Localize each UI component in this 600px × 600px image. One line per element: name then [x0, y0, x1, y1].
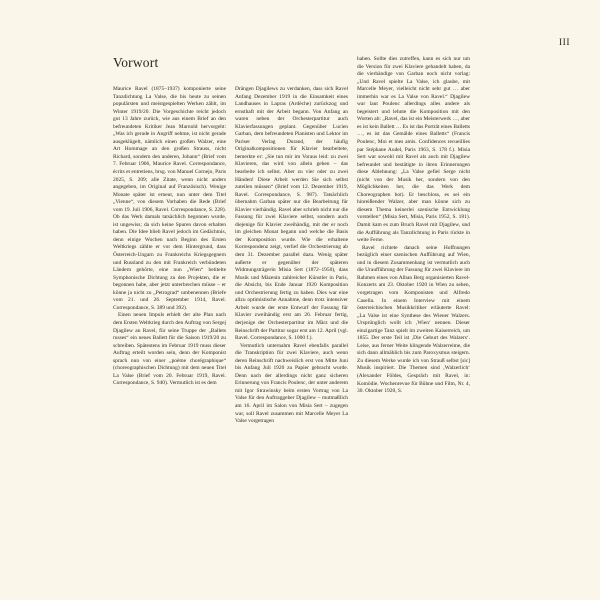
- paragraph: Vermutlich unternahm Ravel ebenfalls parallel die Transkription für zwei Klaviere, auch wenn deren Reinschrift nachweislich erst von Mitte Juni bis Anfang Juli 1920 zu Papier gebracht wurde. Denn nach der allerdings nicht ganz sicheren Erinnerung von Francis Poulenc, der unter anderem mit Igor Strawinsky beim ersten Vortrag von La Valse für den Auftraggeber Djagilew – mutmaßlich am 16. April im Salon von Misia Sert – zugegen war, soll Ravel zusammen mit Marcelle Meyer La Valse vorgetragen: [235, 342, 348, 425]
- paragraph: Maurice Ravel (1875–1937) komponierte seine Tanzdichtung La Valse, die bis heute zu seinen populärsten und meistgespielten Werken zählt, im Winter 1919/20. Die Vorgeschichte reicht jedoch gut 13 Jahre zurück, wie aus einem Brief an den befreundeten Kritiker Jean Marnold hervorgeht: „Was ich gerade in Angriff nehme, ist nicht gerade ausgeklügelt, nämlich einen großen Walzer, eine Art Hommage an den großen Strauss, nicht Richard, sondern den anderen, Johann“ (Brief vom 7. Februar 1906, Maurice Ravel. Correspondance, écrits et entretiens, hrsg. von Manuel Cornejo, Paris 2025, S. 209; alle Zitate, wenn nicht anders angegeben, im Original auf Französisch). Wenige Monate später ist erneut, nun unter dem Titel „Vienne“, von diesem Vorhaben die Rede (Brief vom 19. Juli 1906, Ravel. Correspondance, S. 228). Ob das Werk damals tatsächlich begonnen wurde, ist ungewiss; da sich keine Spuren davon erhalten haben. Die Idee blieb Ravel jedoch im Gedächtnis, denn einige Wochen nach Beginn des Ersten Weltkriegs zählte er vor dem Hintergrund, dass Österreich-Ungarn zu Frankreichs Kriegsgegnern und Russland zu den mit Frankreich verbündeten Ländern gehörte, eine nun „Wien“ betitelte Symphonische Dichtung zu den Projekten, die er begonnen habe, aber jetzt unterbrechen müsse – er könne ja nicht zu „Petrograd“ umbenennen (Briefe vom 21. und 26. September 1914, Ravel. Correspondance, S. 389 und 392).: [113, 86, 226, 311]
- text-column-2: [235, 86, 348, 426]
- text-column-1: [113, 86, 226, 388]
- paragraph: Drängen Djagilews zu verdanken, dass sich Ravel Anfang Dezember 1919 in die Einsamkeit eines Landhauses in Lapras (Ardèche) zurückzog und ernsthaft mit der Arbeit begann. Von Anfang an waren neben der Orchesterpartitur auch Klavierfassungen geplant. Gegenüber Lucien Garban, dem befreundeten Pianisten und Lektor im Pariser Verlag Durand, der häufig Originalkompositionen für Klavier bearbeitete, bemerkte er: „Sie tun mir im Voraus leid: zu zwei Klavieren, das wird von allein gehen – das bearbeite ich selbst. Aber zu vier oder zu zwei Händen! Diese Arbeit werden Sie sich selbst zuteilen müssen“ (Brief vom 12. Dezember 1919, Ravel. Correspondance, S. 987). Tatsächlich übernahm Garban später nur die Bearbeitung für Klavier vierhändig. Ravel aber schrieb nicht nur die Fassung für zwei Klaviere selbst, sondern auch diejenige für Klavier zweihändig, mit der er noch im gleichen Monat begann und welche die Basis der Komposition wurde. Wie die erhaltene Korrespondenz zeigt, verlief die Orchestrierung ab dem 31. Dezember parallel dazu. Wenig später außerte er gegenüber der späteren Widmungsträgerin Misia Sert (1872–1950), dass Musik und Mäzenin zahlreicher Künstler in Paris, die Absicht, bis Ende Januar 1920 Komposition und Orchestrierung fertig zu haben. Dies war eine allzu optimistische Annahme, denn trotz intensiver Arbeit wurde der erste Entwurf der Fassung für Klavier zweihändig erst am 26. Februar fertig, derjenige der Orchesterpartitur im März und die Reinschrift der Partitur sogar erst am 12. April (vgl. Ravel. Correspondance, S. 1000 f.).: [235, 86, 348, 342]
- page-heading: Vorwort: [113, 55, 159, 70]
- paragraph: Einen neuen Impuls erhielt der alte Plan nach dem Ersten Weltkrieg durch den Auftrag von Sergej Djagilew an Ravel, für seine Truppe der „Ballets russes“ ein neues Ballett für die Saison 1919/20 zu schreiben. Spätestens im Februar 1919 muss dieser Auftrag erteilt worden sein, denn der Komponist sprach nun von einer „poème chorégraphique“ (choreographischen Dichtung) mit dem neuen Titel La Valse (Brief vom 20. Februar 1919, Ravel. Correspondance, S. 940). Vermutlich ist es dem: [113, 312, 226, 387]
- paragraph: Ravel richtete danach seine Hoffnungen bezüglich einer szenischen Aufführung auf Wien, und in diesem Zusammenhang ist vermutlich auch die Uraufführung der Fassung für zwei Klaviere im Rahmen eines von Alban Berg organisierten Ravel-Konzerts am 23. Oktober 1920 in Wien zu sehen, vorgetragen vom Komponisten und Alfredo Casella. In einem Interview mit einem österreichischen Musikkritiker erläuterte Ravel: „La Valse ist eine Synthese des Wiener Walzers. Ursprünglich wollt ich ‚Wien‘ nennen. Dieser einzigartige Tanz spielt im zweiten Kaiserreich, um 1855. Der erste Teil ist ‚Die Geburt des Walzers‘. Leise, aus ferner Weite klingende Walzerreime, die sich dann allmählich bis zum Paroxysmus steigern. Zu diesem Werke wurde ich von Strauß selbst [sic] Musik inspiriert. Die Themen sind ‚Walzerlich‘ (Alexander Földes, Gespräch mit Ravel, in: Komödie. Wochenrevue für Bühne und Film, Nr. 4, 30. Oktober 1920, S.: [357, 244, 470, 395]
- text-column-3: [357, 56, 470, 396]
- paragraph: haben. Sollte dies zutreffen, kann es sich nur um die Version für zwei Klaviere gehandelt haben, da die vierhändige von Garban noch nicht vorlag: „Und Ravel spielte La Valse, ich glaube, mit Marcelle Meyer, vielleicht nicht sehr gut … aber immerhin war es La Valse von Ravel.“ Djagilew war laut Poulenc allerdings alles andere als begeistert und lehnte die Komposition mit den Worten ab: „Ravel, das ist ein Meisterwerk …, aber es ist kein Ballett … Es ist das Porträt eines Balletts …, es ist das Gemälde eines Balletts“ (Francis Poulenc, Moi et mes amis. Confidences recueillies par Stéphane Audel, Paris 1963, S. 178 f.). Misia Sert war sowohl mit Ravel als auch mit Djagilew befreundet und bestätigte in ihren Erinnerungen diese Ablehnung: „La Valse gefiel Serge nicht (nicht von der Musik her, sondern von den Möglichkeiten her, die das Werk dem Choreographen bot). Er beschloss, es sei ein hinreißender Walzer, aber man könne sich zu diesem Thema keinerlei szenische Entwicklung vorstellen“ (Misia Sert, Misia, Paris 1952, S. 181). Damit kam es zum Bruch Ravel mit Djagilew, und die Aufführung als Tanzdichtung in Paris rückte in weite Ferne.: [357, 56, 470, 244]
- page-number: III: [559, 38, 570, 48]
